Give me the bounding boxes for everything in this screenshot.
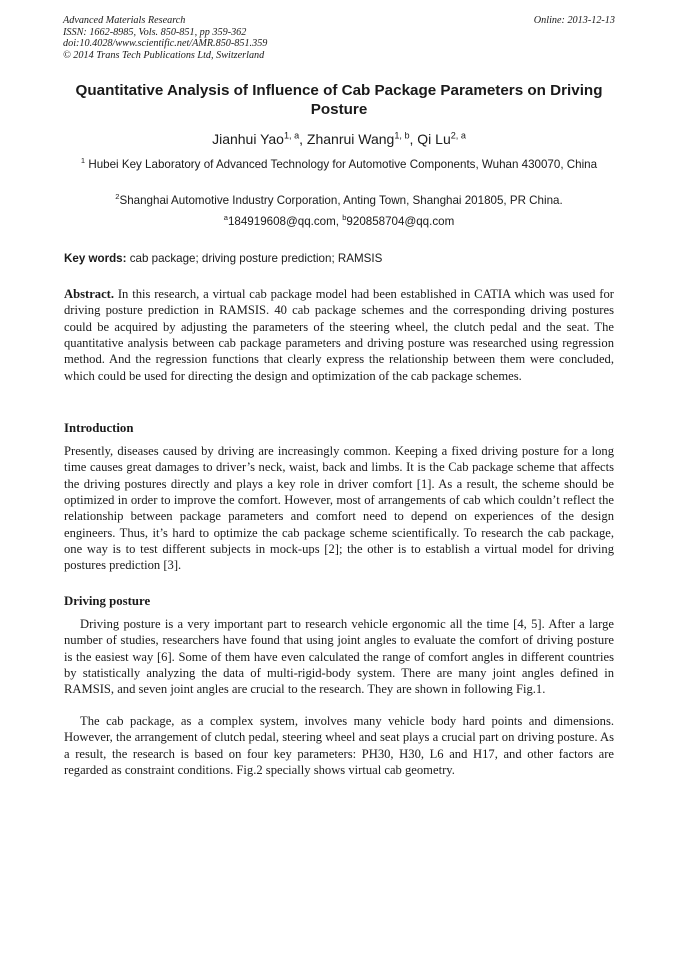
affiliation-1	[70, 157, 608, 173]
introduction-paragraph: Presently, diseases caused by driving are increasingly common. Keeping a fixed driving posture for a long time causes great damages to driver’s neck, waist, back and limbs. It is the Cab package scheme that affects the driving postures directly and plays a key role in driver comfort [1]. As a result, the scheme should be optimized in order to improve the comfort. However, most of arrangements of cab which couldn’t reflect the relationship between package parameters and comfort need to depend on experiences of the design engineers. Thus, it’s hard to optimize the cab package scheme scientifically. To research the cab package, one way is to test different subjects in mock-ups [2]; the other is to establish a virtual model for driving postures prediction [3].	[64, 444, 614, 573]
email-text: 184919608@qq.com,	[227, 215, 343, 228]
author-separator: ,	[409, 131, 418, 147]
affiliation-text: Hubei Key Laboratory of Advanced Technology for Automotive Components, Wuhan 430070, China	[85, 158, 598, 171]
copyright-line: © 2014 Trans Tech Publications Ltd, Switzerland	[63, 49, 265, 61]
abstract-text: In this research, a virtual cab package model had been established in CATIA which was used for driving posture prediction in RAMSIS. 40 cab package schemes and the corresponding driving postures could be acquired by adjusting the parameters of the steering wheel, the clutch pedal and the seat. The quantitative analysis between cab package parameters and driving posture was researched using regression method. And the regression functions that clearly express the relationship between them were concluded, which could be used for directing the design and optimization of the cab package schemes.	[64, 287, 614, 383]
keywords	[64, 251, 614, 266]
introduction-heading: Introduction	[64, 421, 134, 435]
author-name: Zhanrui Wang	[306, 131, 395, 147]
email-superscript: b	[342, 213, 347, 223]
abstract	[64, 286, 614, 384]
online-date: Online: 2013-12-13	[533, 15, 615, 26]
email-superscript: a	[223, 213, 228, 223]
author-separator: ,	[299, 131, 307, 147]
issn-line: ISSN: 1662-8985, Vols. 850-851, pp 359-362	[63, 26, 247, 38]
keywords-label: Key words:	[64, 252, 127, 265]
affiliation-2	[70, 193, 608, 209]
paper-title: Quantitative Analysis of Influence of Cab Package Parameters on Driving Posture	[75, 82, 603, 118]
driving-posture-paragraph-2: The cab package, as a complex system, involves many vehicle body hard points and dimensions. However, the arrangement of clutch pedal, steering wheel and seat plays a crucial part on driving posture. As a result, the research is based on four key parameters: PH30, H30, L6 and H17, and other factors are regarded as constraint conditions. Fig.2 specially shows virtual cab geometry.	[64, 714, 614, 778]
affiliation-text: Shanghai Automotive Industry Corporation, Anting Town, Shanghai 201805, PR China.	[119, 194, 563, 207]
author-superscript: 2, a	[450, 130, 466, 141]
email-text: 920858704@qq.com	[346, 215, 455, 228]
author-name: Jianhui Yao	[212, 131, 284, 147]
author-list	[60, 130, 618, 148]
author-superscript: 1, a	[283, 130, 300, 141]
keywords-text: cab package; driving posture prediction; RAMSIS	[126, 252, 383, 265]
doi-line: doi:10.4028/www.scientific.net/AMR.850-851.359	[63, 38, 268, 49]
author-name: Qi Lu	[417, 131, 451, 147]
abstract-label: Abstract.	[64, 287, 115, 301]
driving-posture-heading: Driving posture	[64, 594, 151, 608]
affiliation-superscript: 1	[80, 156, 86, 166]
email-line	[60, 214, 618, 229]
journal-header	[63, 15, 267, 61]
driving-posture-paragraph-1: Driving posture is a very important part to research vehicle ergonomic all the time [4, 5]. After a large number of studies, researchers have found that using joint angles to evaluate the comfort of driving posture is the easiest way [6]. Some of them have even calculated the range of comfort angles in different countries by statistically analyzing the data of multi-rigid-body system. There are many joint angles defined in RAMSIS, and seven joint angles are crucial to the research. They are shown in following Fig.1.	[64, 617, 614, 697]
author-superscript: 1, b	[394, 130, 410, 141]
affiliation-superscript: 2	[115, 192, 120, 202]
journal-name: Advanced Materials Research	[63, 15, 186, 26]
